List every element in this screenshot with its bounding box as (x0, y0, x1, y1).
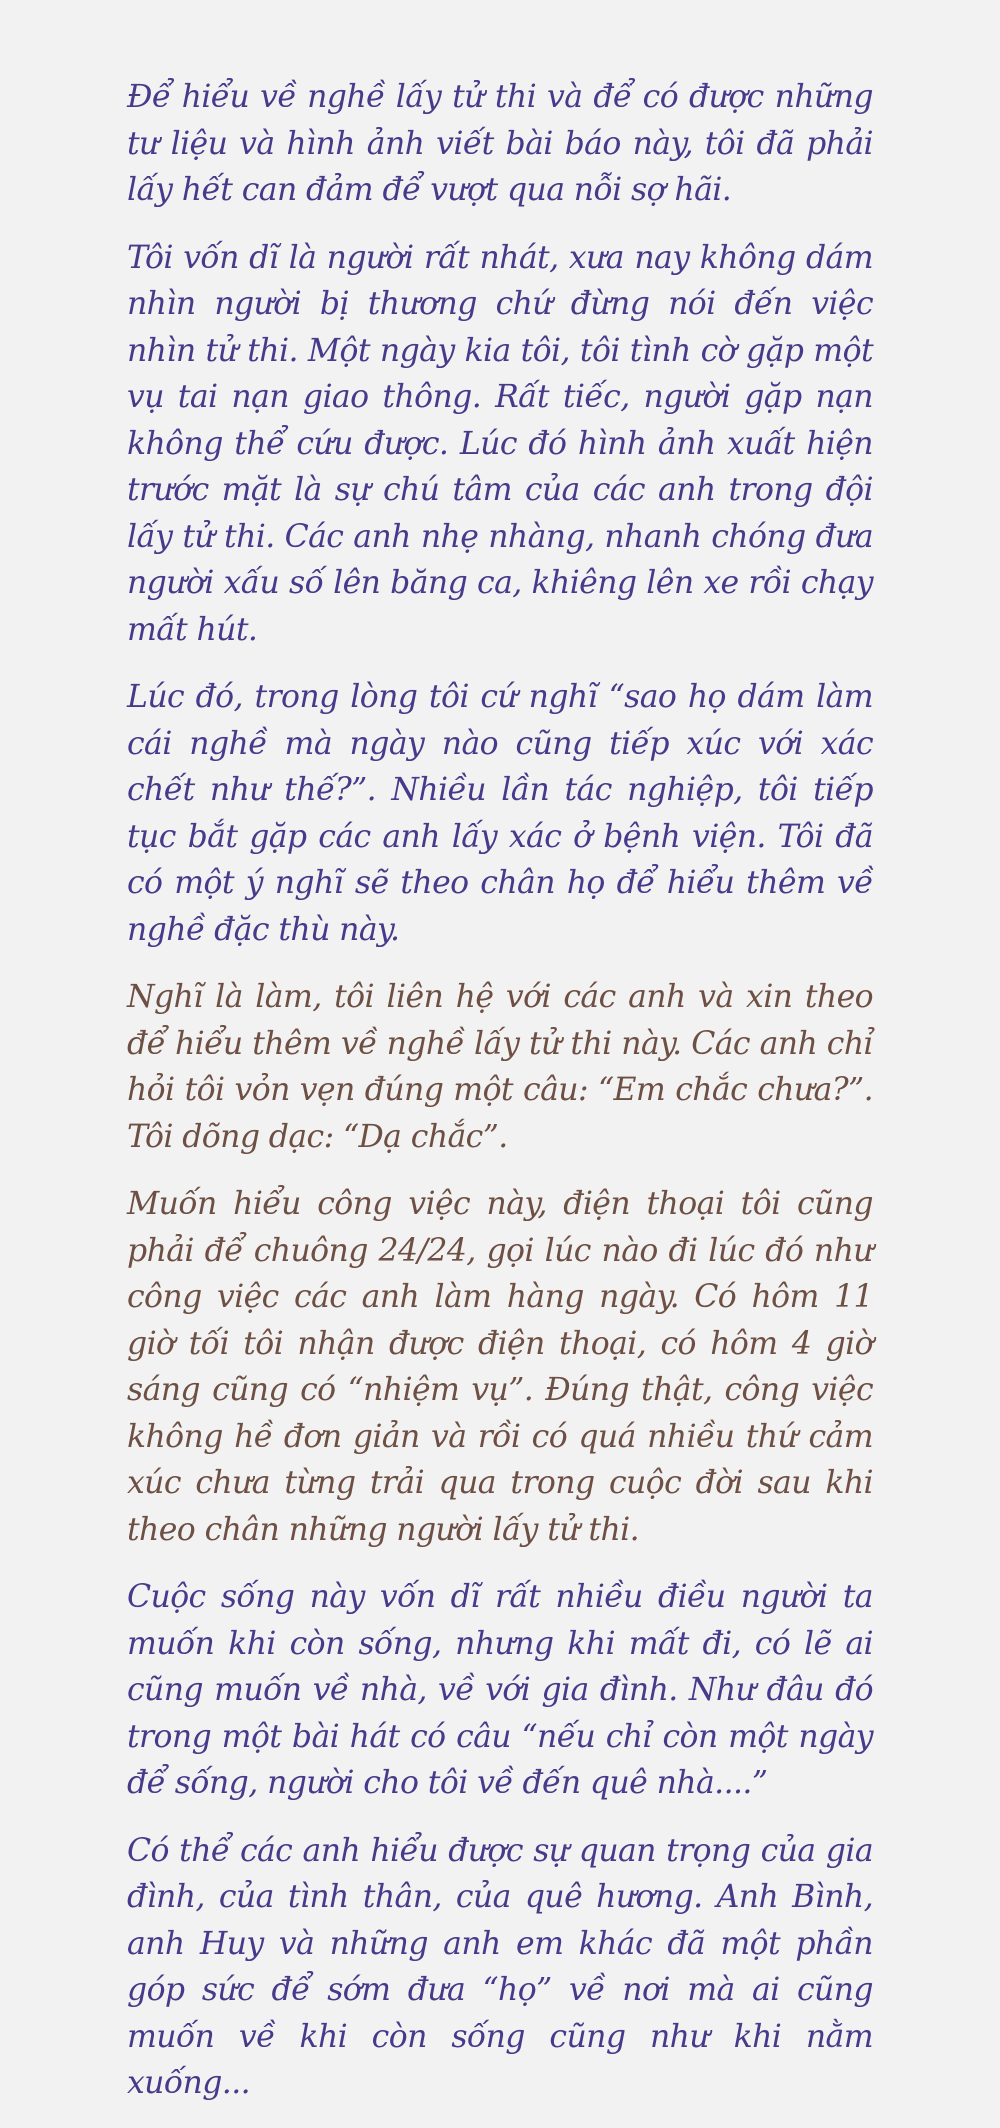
article-paragraph: Muốn hiểu công việc này, điện thoại tôi cũng phải để chuông 24/24, gọi lúc nào đi lúc đó như công việc các anh làm hàng ngày. Có hôm 11 giờ tối tôi nhận được điện thoại, có hôm 4 giờ sáng cũng có “nhiệm vụ”. Đúng thật, công việc không hề đơn giản và rồi có quá nhiều thứ cảm xúc chưa từng trải qua trong cuộc đời sau khi theo chân những người lấy tử thi. (127, 1186, 873, 1548)
article-paragraph: Nghĩ là làm, tôi liên hệ với các anh và xin theo để hiểu thêm về nghề lấy tử thi này. Các anh chỉ hỏi tôi vỏn vẹn đúng một câu: “Em chắc chưa?”. Tôi dõng dạc: “Dạ chắc”. (127, 979, 873, 1155)
article-paragraph: Có thể các anh hiểu được sự quan trọng của gia đình, của tình thân, của quê hương. Anh Bình, anh Huy và những anh em khác đã một phần góp sức để sớm đưa “họ” về nơi mà ai cũng muốn về khi còn sống cũng như khi nằm xuống... (127, 1832, 873, 2101)
article-body (127, 74, 873, 2128)
article-paragraph: Lúc đó, trong lòng tôi cứ nghĩ “sao họ dám làm cái nghề mà ngày nào cũng tiếp xúc với xác chết như thế?”. Nhiều lần tác nghiệp, tôi tiếp tục bắt gặp các anh lấy xác ở bệnh viện. Tôi đã có một ý nghĩ sẽ theo chân họ để hiểu thêm về nghề đặc thù này. (127, 679, 873, 948)
article-paragraph: Tôi vốn dĩ là người rất nhát, xưa nay không dám nhìn người bị thương chứ đừng nói đến việc nhìn tử thi. Một ngày kia tôi, tôi tình cờ gặp một vụ tai nạn giao thông. Rất tiếc, người gặp nạn không thể cứu được. Lúc đó hình ảnh xuất hiện trước mặt là sự chú tâm của các anh trong đội lấy tử thi. Các anh nhẹ nhàng, nhanh chóng đưa người xấu số lên băng ca, khiêng lên xe rồi chạy mất hút. (127, 239, 873, 648)
article-paragraph: Để hiểu về nghề lấy tử thi và để có được những tư liệu và hình ảnh viết bài báo này, tôi đã phải lấy hết can đảm để vượt qua nỗi sợ hãi. (127, 79, 873, 208)
article-paragraph: Cuộc sống này vốn dĩ rất nhiều điều người ta muốn khi còn sống, nhưng khi mất đi, có lẽ ai cũng muốn về nhà, về với gia đình. Như đâu đó trong một bài hát có câu “nếu chỉ còn một ngày để sống, người cho tôi về đến quê nhà....” (127, 1579, 873, 1801)
